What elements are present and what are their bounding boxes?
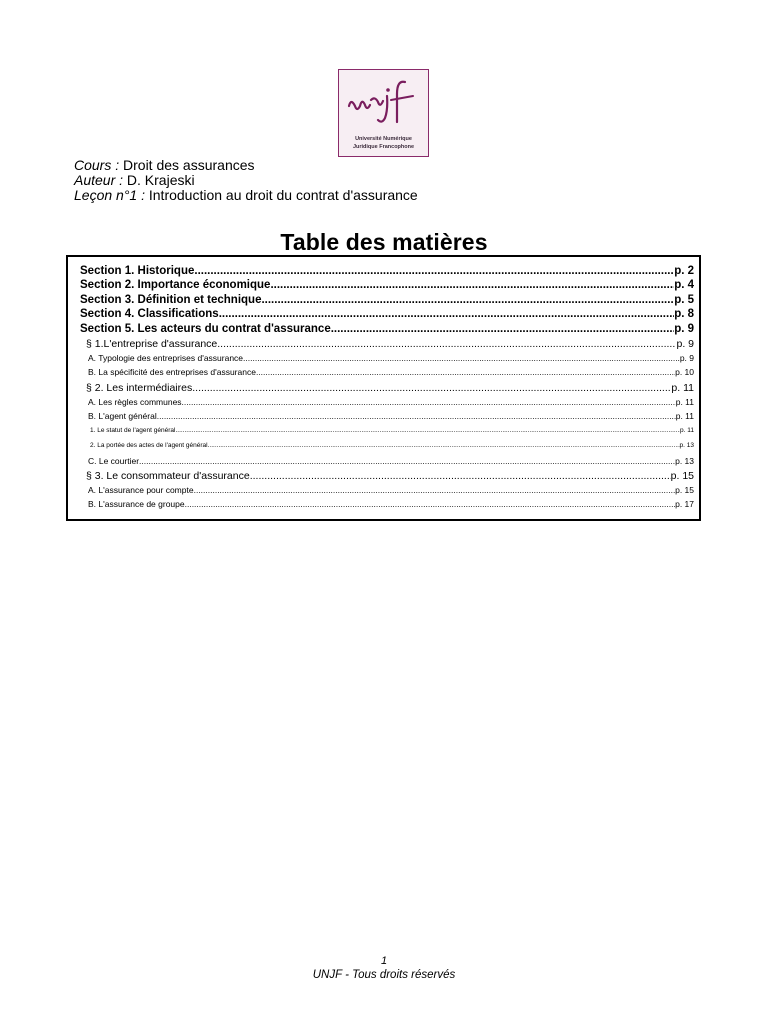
toc-leader-dots	[194, 485, 676, 495]
toc-entry-label: § 1.L'entreprise d'assurance	[86, 338, 218, 350]
meta-auteur	[74, 172, 195, 188]
toc-entry-label: A. L'assurance pour compte	[88, 485, 194, 495]
toc-entry-label: B. L'assurance de groupe	[88, 499, 185, 509]
toc-entry-label: A. Les règles communes	[88, 397, 182, 407]
cours-value: Droit des assurances	[123, 157, 255, 173]
toc-entry-section-4[interactable]	[80, 308, 694, 322]
toc-entry-3b[interactable]	[88, 499, 694, 512]
toc-entry-section-3[interactable]	[80, 294, 694, 308]
toc-entry-2a[interactable]	[88, 397, 694, 410]
toc-entry-label: B. L'agent général	[88, 411, 157, 421]
toc-entry-page: p. 11	[675, 397, 694, 407]
toc-leader-dots	[182, 397, 676, 407]
toc-leader-dots	[256, 367, 675, 377]
toc-leader-dots	[261, 294, 674, 306]
auteur-label: Auteur :	[74, 172, 124, 188]
toc-entry-label: § 2. Les intermédiaires	[86, 382, 193, 394]
toc-entry-page: p. 11	[675, 411, 694, 421]
toc-entry-section-1[interactable]	[80, 265, 694, 279]
toc-entry-page: p. 15	[670, 470, 694, 482]
toc-entry-page: p. 13	[679, 442, 694, 449]
toc-entry-page: p. 9	[676, 338, 694, 350]
toc-leader-dots	[250, 470, 671, 482]
toc-entry-2c[interactable]	[88, 456, 694, 469]
toc-entry-label: Section 5. Les acteurs du contrat d'assurance	[80, 323, 331, 335]
toc-entry-label: 1. Le statut de l'agent général	[90, 427, 176, 434]
lecon-value: Introduction au droit du contrat d'assurance	[148, 187, 418, 203]
toc-entry-para-3[interactable]	[86, 470, 694, 484]
toc-entry-page: p. 11	[671, 382, 694, 394]
toc-entry-page: p. 8	[674, 308, 694, 320]
toc-leader-dots	[192, 382, 671, 394]
toc-entry-para-2[interactable]	[86, 382, 694, 396]
toc-entry-label: C. Le courtier	[88, 456, 140, 466]
toc-leader-dots	[243, 353, 680, 363]
toc-entry-1b[interactable]	[88, 367, 694, 380]
toc-entry-page: p. 2	[674, 265, 694, 277]
toc-entry-label: § 3. Le consommateur d'assurance	[86, 470, 250, 482]
unjf-logo-mark	[345, 78, 423, 128]
logo-line-2: Juridique Francophone	[352, 144, 415, 150]
toc-leader-dots	[185, 499, 675, 509]
toc-entry-page: p. 9	[674, 323, 694, 335]
toc-leader-dots	[219, 308, 675, 320]
meta-cours	[74, 157, 255, 173]
toc-entry-1a[interactable]	[88, 353, 694, 366]
toc-entry-page: p. 13	[675, 456, 694, 466]
toc-entry-section-5[interactable]	[80, 323, 694, 337]
toc-entry-page: p. 17	[675, 499, 694, 509]
auteur-value: D. Krajeski	[126, 172, 195, 188]
footer-rights: UNJF - Tous droits réservés	[312, 969, 456, 981]
toc-leader-dots	[331, 323, 674, 335]
toc-entry-label: Section 2. Importance économique	[80, 279, 271, 291]
toc-entry-2b1[interactable]	[90, 427, 694, 439]
toc-leader-dots	[208, 442, 680, 449]
toc-entry-label: 2. La portée des actes de l'agent général	[90, 442, 208, 449]
toc-entry-3a[interactable]	[88, 485, 694, 498]
toc-leader-dots	[139, 456, 675, 466]
lecon-label: Leçon n°1 :	[74, 187, 145, 203]
toc-leader-dots	[217, 338, 676, 350]
cours-label: Cours :	[74, 157, 120, 173]
toc-entry-2b[interactable]	[88, 411, 694, 424]
toc-entry-2b2[interactable]	[90, 442, 694, 454]
toc-entry-page: p. 11	[680, 427, 694, 434]
page-number: 1	[380, 955, 388, 967]
toc-entry-label: Section 4. Classifications	[80, 308, 219, 320]
toc-entry-page: p. 10	[675, 367, 694, 377]
toc-leader-dots	[194, 265, 674, 277]
toc-entry-page: p. 15	[675, 485, 694, 495]
toc-entry-page: p. 5	[674, 294, 694, 306]
toc-entry-section-2[interactable]	[80, 279, 694, 293]
toc-entry-label: B. La spécificité des entreprises d'assurance	[88, 367, 256, 377]
toc-entry-para-1[interactable]	[86, 338, 694, 352]
logo-line-1: Université Numérique	[355, 136, 412, 142]
page-title: Table des matières	[280, 229, 488, 255]
toc-leader-dots	[270, 279, 674, 291]
toc-entry-label: Section 3. Définition et technique	[80, 294, 262, 306]
toc-entry-page: p. 4	[674, 279, 694, 291]
unjf-logo	[338, 69, 429, 157]
toc-leader-dots	[157, 411, 676, 421]
toc-entry-label: A. Typologie des entreprises d'assurance	[88, 353, 244, 363]
toc-entry-label: Section 1. Historique	[80, 265, 195, 277]
meta-lecon	[74, 187, 418, 203]
toc-entry-page: p. 9	[679, 353, 694, 363]
toc-leader-dots	[175, 427, 680, 434]
